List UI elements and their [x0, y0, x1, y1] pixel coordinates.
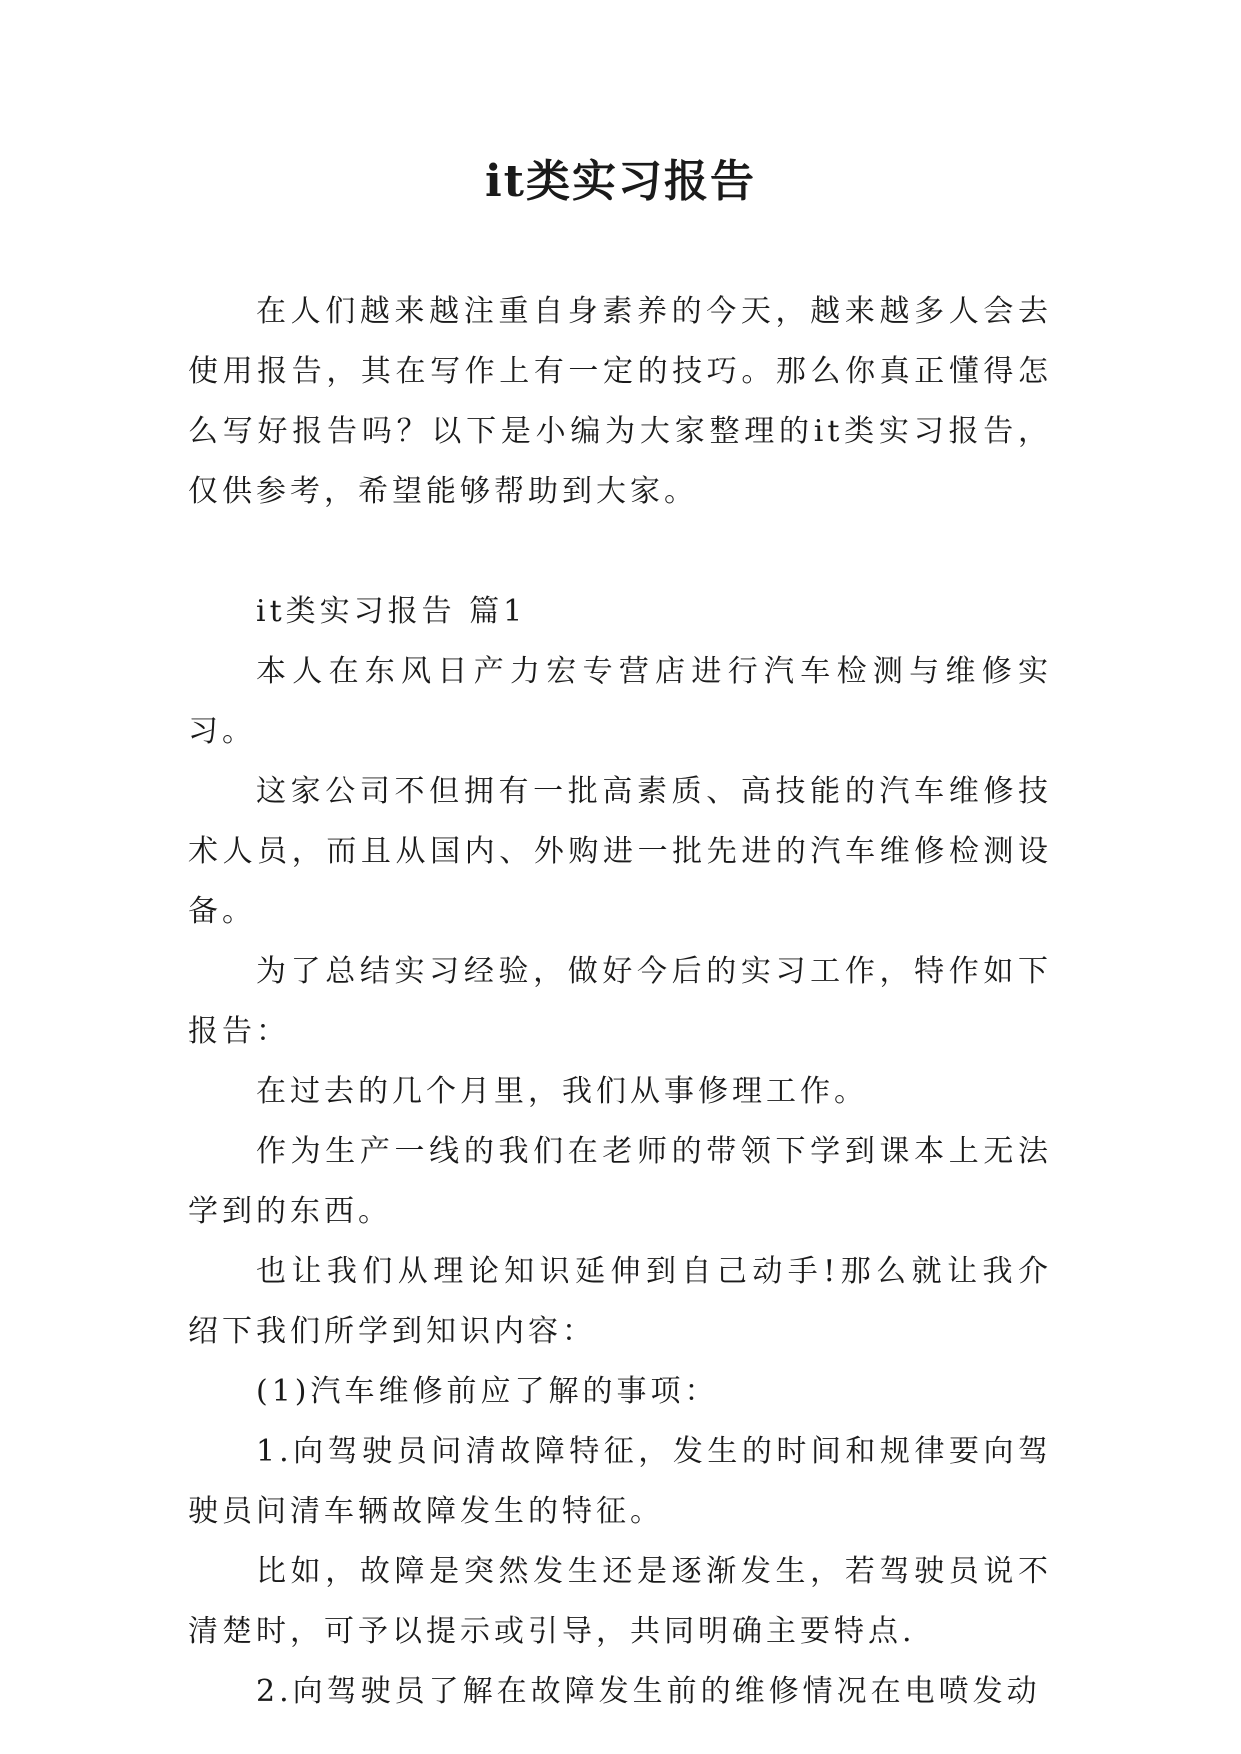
body-paragraph: 1.向驾驶员问清故障特征，发生的时间和规律要向驾驶员问清车辆故障发生的特征。: [188, 1434, 1052, 1529]
body-paragraph: 本人在东风日产力宏专营店进行汽车检测与维修实习。: [188, 654, 1052, 749]
section-heading: it类实习报告 篇1: [256, 594, 527, 629]
body-paragraph: 这家公司不但拥有一批高素质、高技能的汽车维修技术人员，而且从国内、外购进一批先进的汽车维修检测设备。: [188, 774, 1052, 929]
body-paragraph: 在过去的几个月里，我们从事修理工作。: [256, 1074, 868, 1109]
document-body: [188, 282, 1052, 1722]
body-paragraph: (1)汽车维修前应了解的事项：: [256, 1374, 719, 1409]
body-paragraph: 作为生产一线的我们在老师的带领下学到课本上无法学到的东西。: [188, 1134, 1052, 1229]
intro-paragraph: 在人们越来越注重自身素养的今天，越来越多人会去使用报告，其在写作上有一定的技巧。那么你真正懂得怎么写好报告吗？以下是小编为大家整理的it类实习报告，仅供参考，希望能够帮助到大家。: [188, 294, 1052, 509]
body-paragraph: 比如，故障是突然发生还是逐渐发生，若驾驶员说不清楚时，可予以提示或引导，共同明确主要特点.: [188, 1554, 1052, 1649]
body-paragraph: 也让我们从理论知识延伸到自己动手!那么就让我介绍下我们所学到知识内容：: [188, 1254, 1052, 1349]
document-title: it类实习报告: [484, 156, 757, 207]
body-paragraph: 为了总结实习经验，做好今后的实习工作，特作如下报告：: [188, 954, 1052, 1049]
body-paragraph: 2.向驾驶员了解在故障发生前的维修情况在电喷发动: [256, 1674, 1041, 1709]
